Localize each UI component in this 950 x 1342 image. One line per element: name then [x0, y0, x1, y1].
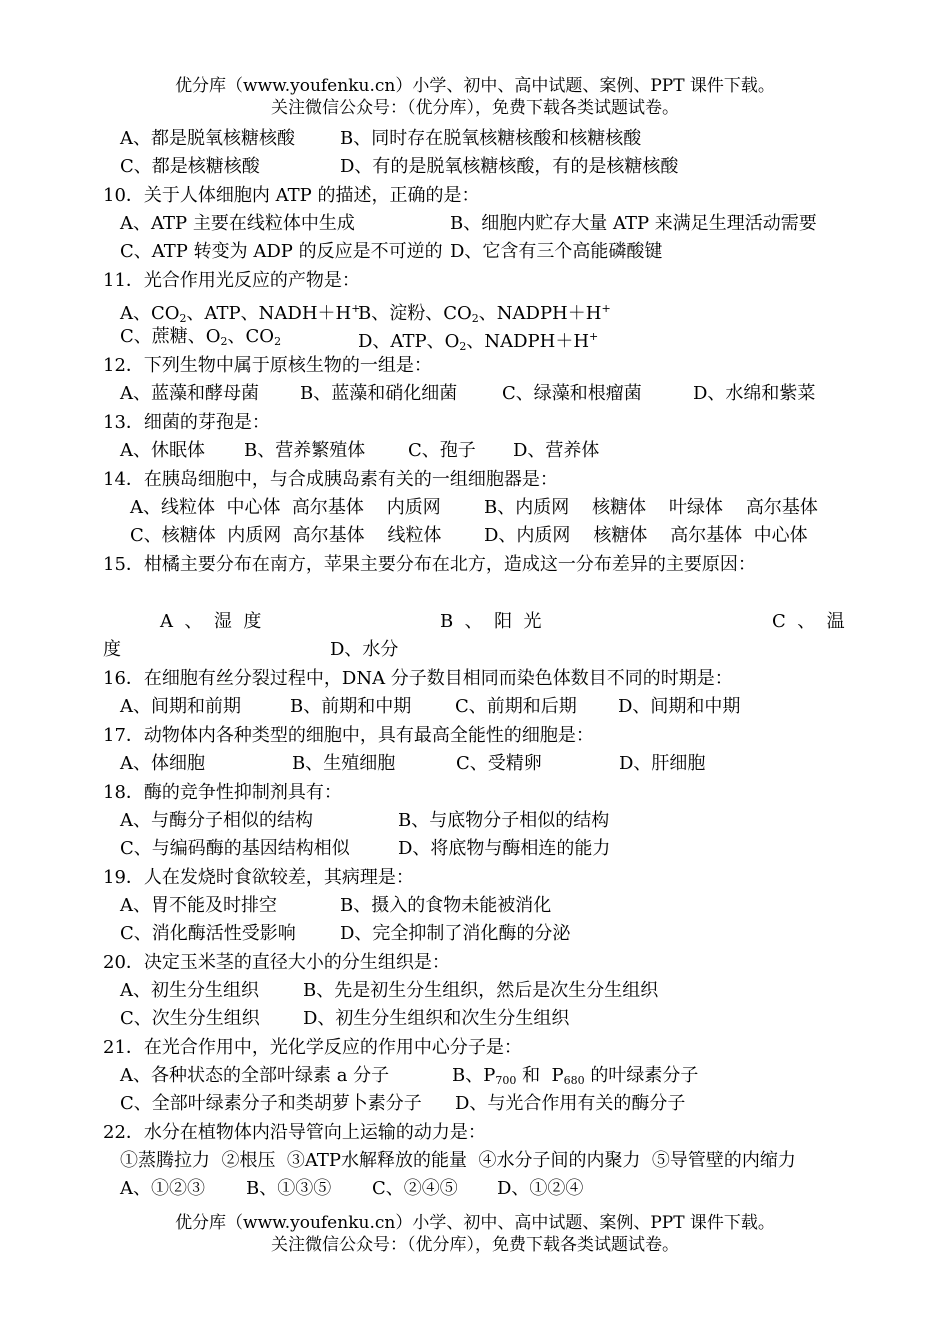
q14-stem: 14．在胰岛细胞中，与合成胰岛素有关的一组细胞器是： — [103, 469, 558, 490]
q12-option-d: D、水绵和紫菜 — [693, 383, 816, 404]
q18-option-d: D、将底物与酶相连的能力 — [398, 838, 611, 859]
q13-option-d: D、营养体 — [513, 440, 600, 461]
q16-option-b: B、前期和中期 — [290, 696, 412, 717]
q20-option-a: A、初生分生组织 — [120, 980, 259, 1001]
q15-option-b: B 、 阳 光 — [440, 611, 542, 632]
q15-option-c: C 、 温 — [772, 611, 845, 632]
q22-items: ①蒸腾拉力 ②根压 ③ATP水解释放的能量 ④水分子间的内聚力 ⑤导管壁的内缩力 — [120, 1150, 796, 1171]
q16-option-d: D、间期和中期 — [618, 696, 741, 717]
q17-option-b: B、生殖细胞 — [292, 753, 396, 774]
q21-option-c: C、全部叶绿素分子和类胡萝卜素分子 — [120, 1093, 422, 1114]
q18-option-c: C、与编码酶的基因结构相似 — [120, 838, 350, 859]
q12-option-c: C、绿藻和根瘤菌 — [502, 383, 642, 404]
q20-stem: 20．决定玉米茎的直径大小的分生组织是： — [103, 952, 450, 973]
q19-option-d: D、完全抑制了消化酶的分泌 — [340, 923, 571, 944]
q19-option-b: B、摄入的食物未能被消化 — [340, 895, 552, 916]
q14-option-a: A、线粒体 中心体 高尔基体 内质网 — [130, 497, 441, 518]
q10-option-d: D、它含有三个高能磷酸键 — [450, 241, 663, 262]
q9-option-d: D、有的是脱氧核糖核酸，有的是核糖核酸 — [340, 156, 679, 177]
q14-option-b: B、内质网 核糖体 叶绿体 高尔基体 — [484, 497, 818, 518]
q20-option-c: C、次生分生组织 — [120, 1008, 260, 1029]
q19-option-c: C、消化酶活性受影响 — [120, 923, 296, 944]
q21-option-a: A、各种状态的全部叶绿素 a 分子 — [120, 1065, 390, 1086]
q18-option-b: B、与底物分子相似的结构 — [398, 810, 610, 831]
q14-option-d: D、内质网 核糖体 高尔基体 中心体 — [484, 525, 808, 546]
q11-stem: 11．光合作用光反应的产物是： — [103, 270, 360, 291]
q11-option-b: B、淀粉、$CO_2$、NADPH＋H+ — [358, 302, 611, 325]
q16-option-a: A、间期和前期 — [120, 696, 241, 717]
q9-option-c: C、都是核糖核酸 — [120, 156, 260, 177]
header-line-2: 关注微信公众号：（优分库），免费下载各类试题试卷。 — [271, 98, 679, 118]
q18-option-a: A、与酶分子相似的结构 — [120, 810, 313, 831]
q11-option-a: A、$CO_2$、ATP、NADH＋H+ — [120, 302, 361, 325]
q15-option-a: A 、 湿 度 — [160, 611, 262, 632]
footer-line-1: 优分库（www.youfenku.cn）小学、初中、高中试题、案例、PPT 课件下载。 — [175, 1213, 775, 1233]
header-line-1: 优分库（www.youfenku.cn）小学、初中、高中试题、案例、PPT 课件下载。 — [175, 76, 775, 96]
q12-option-b: B、蓝藻和硝化细菌 — [300, 383, 458, 404]
q21-stem: 21．在光合作用中，光化学反应的作用中心分子是： — [103, 1037, 522, 1058]
q10-option-a: A、ATP 主要在线粒体中生成 — [120, 213, 355, 234]
q22-option-c: C、②④⑤ — [372, 1178, 458, 1199]
q21-option-d: D、与光合作用有关的酶分子 — [455, 1093, 686, 1114]
q15-option-c-continued: 度 — [103, 639, 121, 660]
q9-option-a: A、都是脱氧核糖核酸 — [120, 128, 295, 149]
q21-option-b: B、$P_{700}$ 和 $P_{680}$ 的叶绿素分子 — [452, 1065, 699, 1087]
q13-option-b: B、营养繁殖体 — [244, 440, 366, 461]
q20-option-d: D、初生分生组织和次生分生组织 — [303, 1008, 570, 1029]
q18-stem: 18．酶的竞争性抑制剂具有： — [103, 782, 342, 803]
q17-option-a: A、体细胞 — [120, 753, 205, 774]
q19-stem: 19．人在发烧时食欲较差，其病理是： — [103, 867, 414, 888]
footer-line-2: 关注微信公众号：（优分库），免费下载各类试题试卷。 — [271, 1235, 679, 1255]
q16-stem: 16．在细胞有丝分裂过程中，DNA 分子数目相同而染色体数目不同的时期是： — [103, 668, 733, 689]
q22-option-d: D、①②④ — [497, 1178, 584, 1199]
q22-option-a: A、①②③ — [120, 1178, 205, 1199]
q17-option-d: D、肝细胞 — [619, 753, 706, 774]
q12-option-a: A、蓝藻和酵母菌 — [120, 383, 259, 404]
q11-option-d: D、ATP、$O_2$、NADPH＋H+ — [358, 330, 599, 353]
q15-option-d: D、水分 — [330, 639, 399, 660]
q17-stem: 17．动物体内各种类型的细胞中，具有最高全能性的细胞是： — [103, 725, 594, 746]
q10-stem: 10．关于人体细胞内 ATP 的描述，正确的是： — [103, 185, 480, 206]
q13-option-c: C、孢子 — [408, 440, 476, 461]
q20-option-b: B、先是初生分生组织，然后是次生分生组织 — [303, 980, 659, 1001]
q12-stem: 12．下列生物中属于原核生物的一组是： — [103, 355, 432, 376]
q13-option-a: A、休眠体 — [120, 440, 205, 461]
q22-stem: 22．水分在植物体内沿导管向上运输的动力是： — [103, 1122, 486, 1143]
q10-option-c: C、ATP 转变为 ADP 的反应是不可逆的 — [120, 241, 443, 262]
q10-option-b: B、细胞内贮存大量 ATP 来满足生理活动需要 — [450, 213, 817, 234]
q19-option-a: A、胃不能及时排空 — [120, 895, 277, 916]
q17-option-c: C、受精卵 — [456, 753, 542, 774]
q14-option-c: C、核糖体 内质网 高尔基体 线粒体 — [130, 525, 442, 546]
q16-option-c: C、前期和后期 — [455, 696, 577, 717]
q22-option-b: B、①③⑤ — [246, 1178, 332, 1199]
q13-stem: 13．细菌的芽孢是： — [103, 412, 270, 433]
q11-option-c: C、蔗糖、$O_2$、$CO_2$ — [120, 326, 282, 348]
q9-option-b: B、同时存在脱氧核糖核酸和核糖核酸 — [340, 128, 642, 149]
q15-stem: 15．柑橘主要分布在南方，苹果主要分布在北方，造成这一分布差异的主要原因： — [103, 554, 756, 575]
